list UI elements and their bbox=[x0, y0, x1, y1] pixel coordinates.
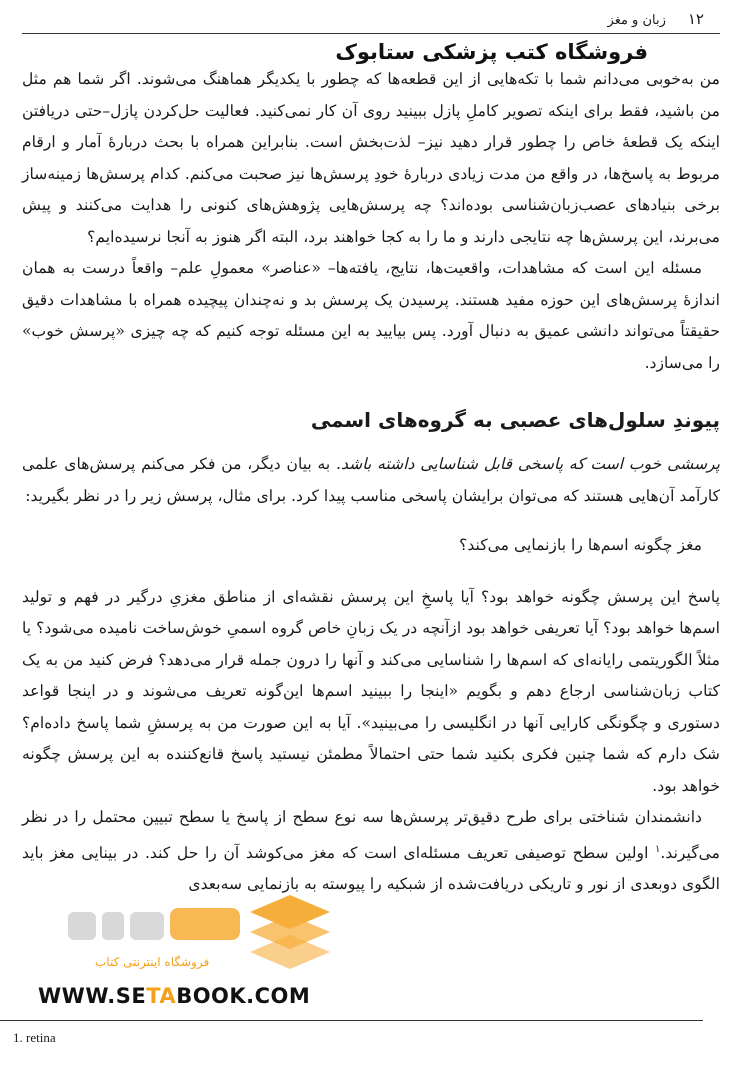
watermark-store-name: فروشگاه کتب پزشکی ستابوک bbox=[331, 40, 652, 64]
page-number: ۱۲ bbox=[687, 10, 704, 28]
paragraph-text: به بیان دیگر، من فکر می‌کنم پرسش‌های علمی کارآمد آن‌هایی هستند که می‌توان برایشان پاسخی مناسب پیدا کرد. برای مثال، پرسش زیر را در نظر بگیرید: bbox=[22, 455, 720, 505]
watermark-tagline: فروشگاه اینترنتی کتاب bbox=[95, 955, 210, 969]
setabook-logo-icon bbox=[60, 890, 390, 985]
body-text bbox=[22, 64, 720, 901]
footnote-rule bbox=[0, 1020, 703, 1021]
paragraph: پاسخ این پرسش چگونه خواهد بود؟ آیا پاسخِ این پرسش نقشه‌ای از مناطق مغزیِ درگیر در فهم و تولید اسم‌ها خواهد بود؟ آیا تعریفی خواهد بود ازآنچه در یک زبانِ خاص گروه اسمیِ خوش‌ساخت نامیده می‌شود؟ یا مثلاً الگوریتمی رایانه‌ای که اسم‌ها را شناسایی می‌کند و آنها را درون جمله قرار می‌دهد؟ فرض کنید من به یک کتاب زبان‌شناسی ارجاع دهم و بگویم «اینجا را ببینید اسم‌ها این‌گونه تعریف می‌شوند و در اینجا قواعد دستوری و چگونگی کارایی آنها در انگلیسی را می‌بینید». آیا به این صورت من به پرسشِ شما پاسخ داده‌ام؟ شک دارم که شما چنین فکری بکنید شما حتی احتمالاً مطمئن نیستید پاسخ قانع‌کننده به این پرسش چگونه خواهد بود. bbox=[22, 587, 720, 795]
section-title: پیوندِ سلول‌های عصبی به گروه‌های اسمی bbox=[310, 408, 720, 432]
running-title: زبان و مغز bbox=[607, 13, 666, 28]
example-question: مغز چگونه اسم‌ها را بازنمایی می‌کند؟ bbox=[459, 536, 702, 554]
footnote: 1. retina bbox=[13, 1030, 56, 1045]
running-head bbox=[608, 10, 704, 28]
italic-definition: پرسشی خوب است که پاسخی قابل شناسایی داشته باشد. bbox=[336, 455, 720, 473]
paragraph: مسئله این است که مشاهدات، واقعیت‌ها، نتایج، یافته‌ها– «عناصر» معمولِ علم– واقعاً درست به همان اندازهٔ پرسش‌های این حوزه مفید هستند. پرسیدن یک پرسش بد و نه‌چندان پیچیده همراه با مشاهدات دقیق حقیقتاً می‌تواند دانشی عمیق به دنبال آورد. پس بیایید به این مسئله توجه کنیم که چه چیزی «پرسش خوب» را می‌سازد. bbox=[22, 259, 720, 372]
paragraph-text: اولین سطح توصیفی تعریف مسئله‌ای است که مغز می‌کوشد آن را حل کند. در بینایی مغز باید الگوی دوبعدی از نور و تاریکی دریافت‌شده از شبکیه را پیوسته به بازنمایی سه‌بعدی bbox=[22, 843, 720, 894]
paragraph-text: دانشمندان شناختی برای طرح دقیق‌تر پرسش‌ها سه نوع سطح از پاسخ یا سطح تبیین محتمل را در نظر می‌گیرند. bbox=[22, 808, 720, 862]
paragraph bbox=[22, 449, 720, 512]
watermark-url: WWW.SETABOOK.COM bbox=[38, 984, 311, 1008]
footnote-marker: ۱ bbox=[655, 843, 661, 855]
paragraph: من به‌خوبی می‌دانم شما با تکه‌هایی از این قطعه‌ها که چطور با یکدیگر هماهنگ می‌شوند. اگر شما هم مثل من باشید، فقط برای اینکه تصویر کاملِ پازل ببینید روی آن کار نمی‌کنید. فعالیت حل‌کردن پازل–حتی دریافتن اینکه یک قطعهٔ خاص را چطور قرار دهید نیز– لذت‌بخش است. بنابراین همراه با بحث دربارهٔ آمار و ارقام مربوط به پاسخ‌ها، در واقع من مدت زیادی دربارهٔ خودِ پرسش‌ها نیز صحبت می‌کنم. کدام پرسش‌ها زمینه‌ساز برخی بنیادهای عصب‌زبان‌شناسی بوده‌اند؟ چه پرسش‌هایی پژوهش‌های کنونی را هدایت می‌کنند و پیش می‌برند، این پرسش‌ها چه نتایجی دارند و ما را به کجا خواهند برد، البته اگر هنوز به آنجا نرسیده‌ایم؟ bbox=[22, 70, 720, 246]
watermark-logo bbox=[60, 890, 390, 985]
paragraph bbox=[22, 802, 720, 901]
header-rule bbox=[22, 33, 720, 34]
